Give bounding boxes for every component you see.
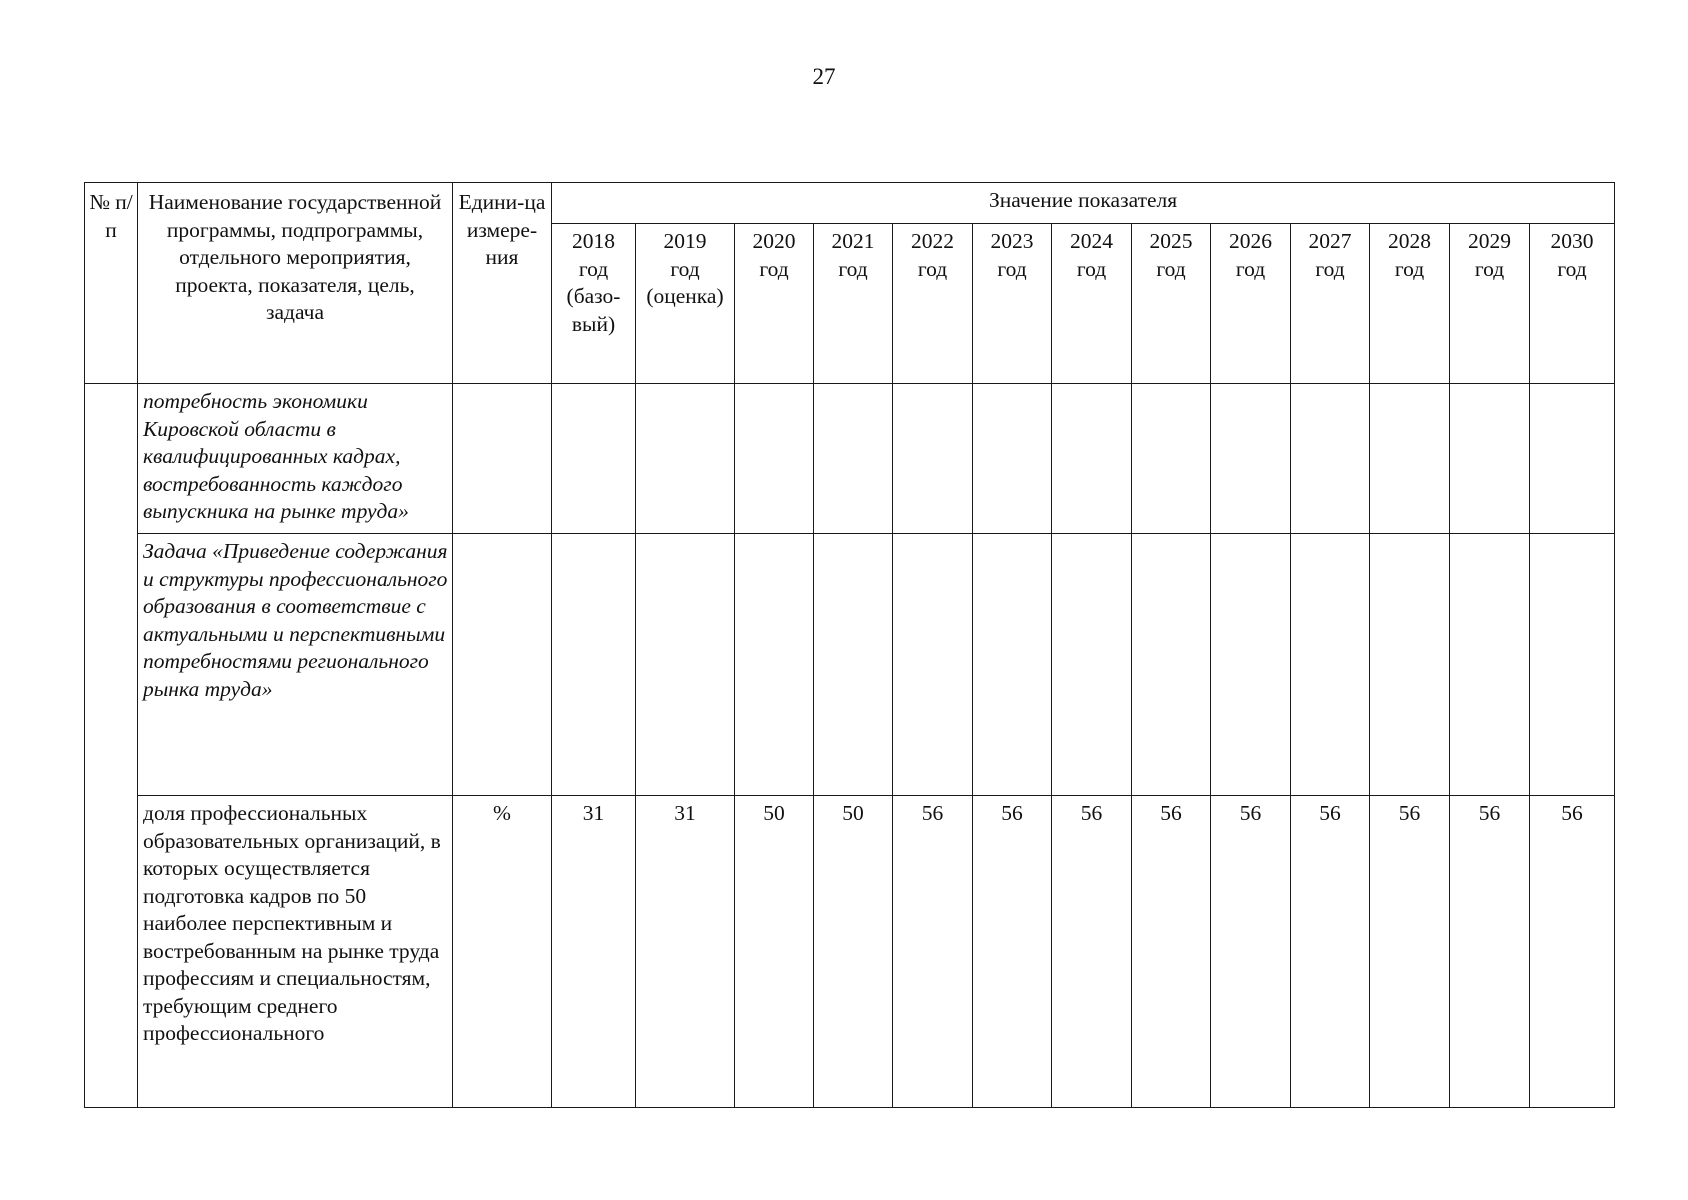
value-cell (1052, 534, 1132, 796)
header-num: № п/п (85, 183, 138, 384)
value-cell (1132, 534, 1211, 796)
header-year-2020: 2020 год (735, 224, 814, 384)
value-cell (636, 534, 735, 796)
table-row (85, 384, 1615, 534)
value-cell (552, 534, 636, 796)
value-cell-2020: 50 (735, 796, 814, 1108)
value-cell (814, 534, 893, 796)
row-name-task: Задача «Приведение содержания и структуры профессионального образования в соответствие с актуальными и перспективными потребностями регионального рынка труда» (138, 534, 453, 796)
header-year-2026: 2026 год (1211, 224, 1291, 384)
value-cell (1370, 384, 1450, 534)
header-unit: Едини-ца измере-ния (453, 183, 552, 384)
header-year-2024: 2024 год (1052, 224, 1132, 384)
value-cell-2024: 56 (1052, 796, 1132, 1108)
row-unit: % (453, 796, 552, 1108)
value-cell (1211, 534, 1291, 796)
value-cell (814, 384, 893, 534)
header-row-top (85, 183, 1615, 224)
value-cell (636, 384, 735, 534)
value-cell-2022: 56 (893, 796, 973, 1108)
row-name-indicator: доля профессиональных образовательных организаций, в которых осуществляется подготовка кадров по 50 наиболее перспективным и востребованным на рынке труда профессиям и специальностям, требующим среднего профессионального (138, 796, 453, 1108)
header-year-2022: 2022 год (893, 224, 973, 384)
value-cell-2023: 56 (973, 796, 1052, 1108)
header-name: Наименование государственной программы, подпрограммы, отдельного мероприятия, проекта, показателя, цель, задача (138, 183, 453, 384)
value-cell (1370, 534, 1450, 796)
value-cell-2027: 56 (1291, 796, 1370, 1108)
value-cell (735, 534, 814, 796)
value-cell-2025: 56 (1132, 796, 1211, 1108)
row-num-cell (85, 384, 138, 1108)
page-number: 27 (812, 64, 836, 89)
value-cell (973, 534, 1052, 796)
value-cell (893, 384, 973, 534)
header-year-2025: 2025 год (1132, 224, 1211, 384)
value-cell-2026: 56 (1211, 796, 1291, 1108)
value-cell (1530, 534, 1615, 796)
value-cell (1530, 384, 1615, 534)
header-year-2030: 2030 год (1530, 224, 1615, 384)
row-unit (453, 384, 552, 534)
value-cell (1211, 384, 1291, 534)
value-cell (1132, 384, 1211, 534)
value-cell (893, 534, 973, 796)
value-cell (735, 384, 814, 534)
row-unit (453, 534, 552, 796)
value-cell-2021: 50 (814, 796, 893, 1108)
value-cell (1291, 534, 1370, 796)
value-cell (973, 384, 1052, 534)
header-year-2027: 2027 год (1291, 224, 1370, 384)
header-values-group: Значение показателя (552, 183, 1615, 224)
value-cell-2018: 31 (552, 796, 636, 1108)
header-year-2029: 2029 год (1450, 224, 1530, 384)
header-year-2023: 2023 год (973, 224, 1052, 384)
header-year-2021: 2021 год (814, 224, 893, 384)
header-year-2019: 2019 год (оценка) (636, 224, 735, 384)
value-cell (552, 384, 636, 534)
value-cell (1052, 384, 1132, 534)
value-cell (1291, 384, 1370, 534)
value-cell (1450, 534, 1530, 796)
header-year-2018: 2018 год (базо- вый) (552, 224, 636, 384)
row-name-goal-continuation: потребность экономики Кировской области в квалифицированных кадрах, востребованность каждого выпускника на рынке труда» (138, 384, 453, 534)
table-row (85, 534, 1615, 796)
table-row (85, 796, 1615, 1108)
value-cell-2019: 31 (636, 796, 735, 1108)
value-cell-2028: 56 (1370, 796, 1450, 1108)
indicators-table (84, 182, 1615, 1108)
value-cell-2029: 56 (1450, 796, 1530, 1108)
value-cell (1450, 384, 1530, 534)
header-year-2028: 2028 год (1370, 224, 1450, 384)
value-cell-2030: 56 (1530, 796, 1615, 1108)
